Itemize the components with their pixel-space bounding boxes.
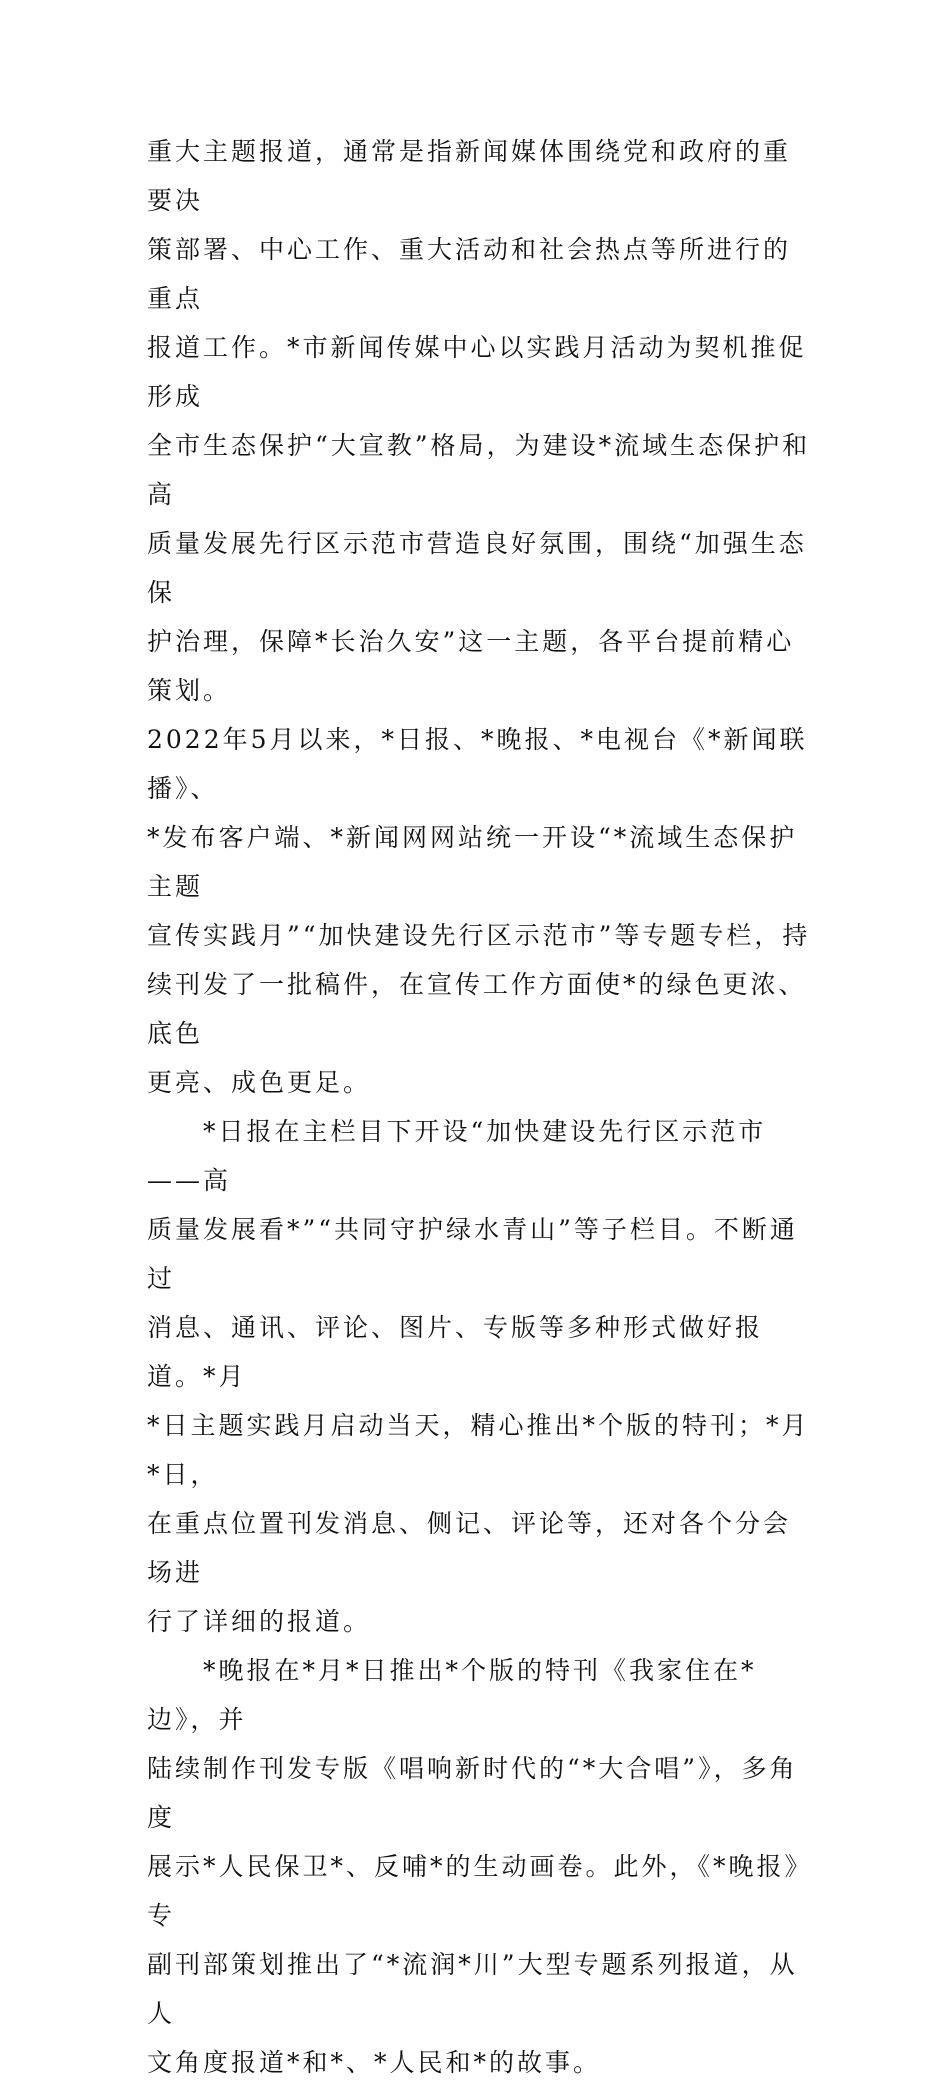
document-body	[147, 127, 813, 2087]
paragraph-1: 重大主题报道，通常是指新闻媒体围绕党和政府的重要决 策部署、中心工作、重大活动和社会热点等所进行的重点 报道工作。*市新闻传媒中心以实践月活动为契机推促形成 全市生态保护“大宣教”格局，为建设*流域生态保护和高 质量发展先行区示范市营造良好氛围，围绕“加强生态保 护治理，保障*长治久安”这一主题，各平台提前精心策划。 2022年5月以来，*日报、*晚报、*电视台《*新闻联播》、 *发布客户端、*新闻网网站统一开设“*流域生态保护主题 宣传实践月”“加快建设先行区示范市”等专题专栏，持 续刊发了一批稿件，在宣传工作方面使*的绿色更浓、底色 更亮、成色更足。	[147, 137, 811, 1097]
paragraph-3: *晚报在*月*日推出*个版的特刊《我家住在*边》，并 陆续制作刊发专版《唱响新时代的“*大合唱”》，多角度 展示*人民保卫*、反哺*的生动画卷。此外，《*晚报》专 副刊部策划推出了“*流润*川”大型专题系列报道，从人 文角度报道*和*、*人民和*的故事。	[147, 1656, 813, 2077]
paragraph-2: *日报在主栏目下开设“加快建设先行区示范市——高 质量发展看*”“共同守护绿水青山”等子栏目。不断通过 消息、通讯、评论、图片、专版等多种形式做好报道。*月 *日主题实践月启动当天，精心推出*个版的特刊；*月*日， 在重点位置刊发消息、侧记、评论等，还对各个分会场进 行了详细的报道。	[147, 1117, 810, 1636]
